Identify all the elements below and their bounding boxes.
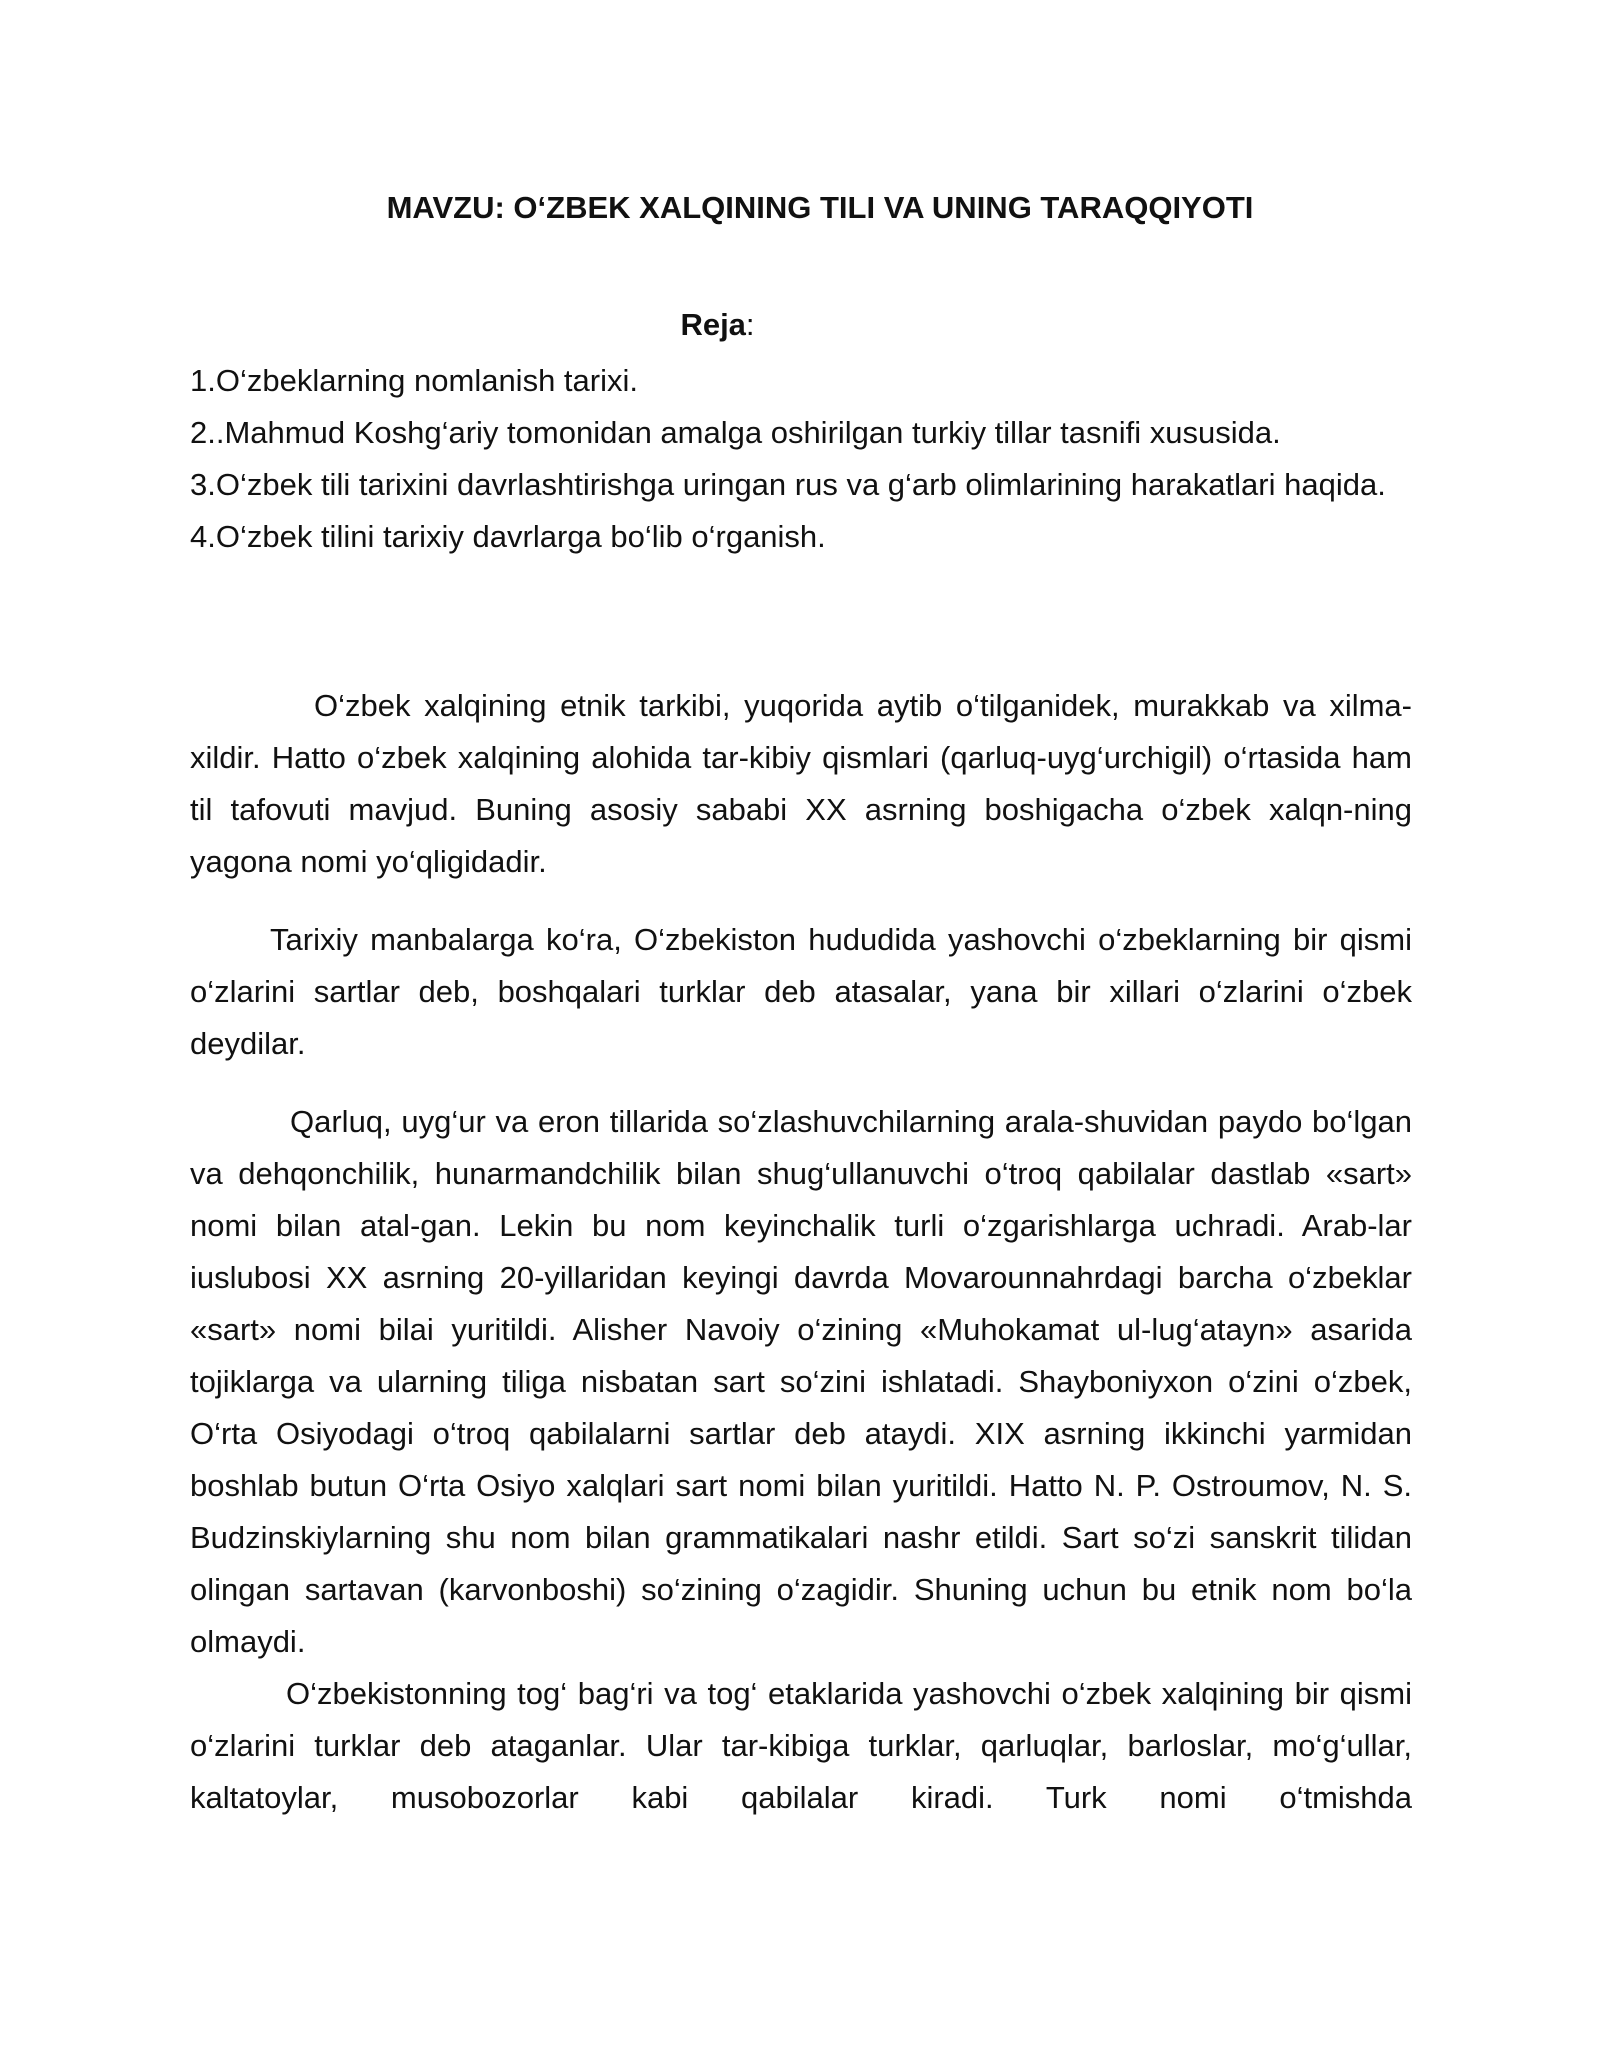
plan-item: 1.O‘zbeklarning nomlanish tarixi.	[190, 363, 638, 398]
plan-heading	[0, 307, 1435, 343]
plan-heading-colon: :	[745, 307, 755, 342]
plan-heading-label: Reja	[680, 307, 746, 342]
body-paragraph: Tarixiy manbalarga ko‘ra, O‘zbekiston hududida yashovchi o‘zbeklarning bir qismi o‘zlarini sartlar deb, boshqalari turklar deb atasalar, yana bir xillari o‘zlarini o‘zbek deydilar.	[190, 922, 1412, 1061]
document-body	[190, 680, 1412, 1824]
plan-item: 2..Mahmud Koshg‘ariy tomonidan amalga oshirilgan turkiy tillar tasnifi xususida.	[190, 415, 1281, 450]
document-title: MAVZU: O‘ZBEK XALQINING TILI VA UNING TARAQQIYOTI	[386, 190, 1254, 225]
plan-list	[190, 355, 1430, 563]
plan-item: 4.O‘zbek tilini tarixiy davrlarga bo‘lib o‘rganish.	[190, 519, 826, 554]
body-paragraph: Qarluq, uyg‘ur va eron tillarida so‘zlashuvchilarning arala-shuvidan paydo bo‘lgan va dehqonchilik, hunarmandchilik bilan shug‘ullanuvchi o‘troq qabilalar dastlab «sart» nomi bilan atal-gan. Lekin bu nom keyinchalik turli o‘zgarishlarga uchradi. Arab-lar iuslubosi XX asrning 20-yillaridan keyingi davrda Movarounnahrdagi barcha o‘zbeklar «sart» nomi bilai yuritildi. Alisher Navoiy o‘zining «Muhokamat ul-lug‘atayn» asarida tojiklarga va ularning tiliga nisbatan sart so‘zini ishlatadi. Shayboniyxon o‘zini o‘zbek, O‘rta Osiyodagi o‘troq qabilalarni sartlar deb ataydi. XIX asrning ikkinchi yarmidan boshlab butun O‘rta Osiyo xalqlari sart nomi bilan yuritildi. Hatto N. P. Ostroumov, N. S. Budzinskiylarning shu nom bilan grammatikalari nashr etildi. Sart so‘zi sanskrit tilidan olingan sartavan (karvonboshi) so‘zining o‘zagidir. Shuning uchun bu etnik nom bo‘la olmaydi.	[190, 1104, 1412, 1659]
plan-item: 3.O‘zbek tili tarixini davrlashtirishga uringan rus va g‘arb olimlarining harakatlari haqida.	[190, 467, 1386, 502]
body-paragraph: O‘zbek xalqining etnik tarkibi, yuqorida aytib o‘tilganidek, murakkab va xilma-xildir. Hatto o‘zbek xalqining alohida tar-kibiy qismlari (qarluq-uyg‘urchigil) o‘rtasida ham til tafovuti mavjud. Buning asosiy sababi XX asrning boshigacha o‘zbek xalqn-ning yagona nomi yo‘qligidadir.	[190, 688, 1412, 879]
body-paragraph: O‘zbekistonning tog‘ bag‘ri va tog‘ etaklarida yashovchi o‘zbek xalqining bir qismi o‘zlarini turklar deb ataganlar. Ular tar-kibiga turklar, qarluqlar, barloslar, mo‘g‘ullar, kaltatoylar, musobozorlar kabi qabilalar kiradi. Turk nomi o‘tmishda	[190, 1676, 1412, 1815]
